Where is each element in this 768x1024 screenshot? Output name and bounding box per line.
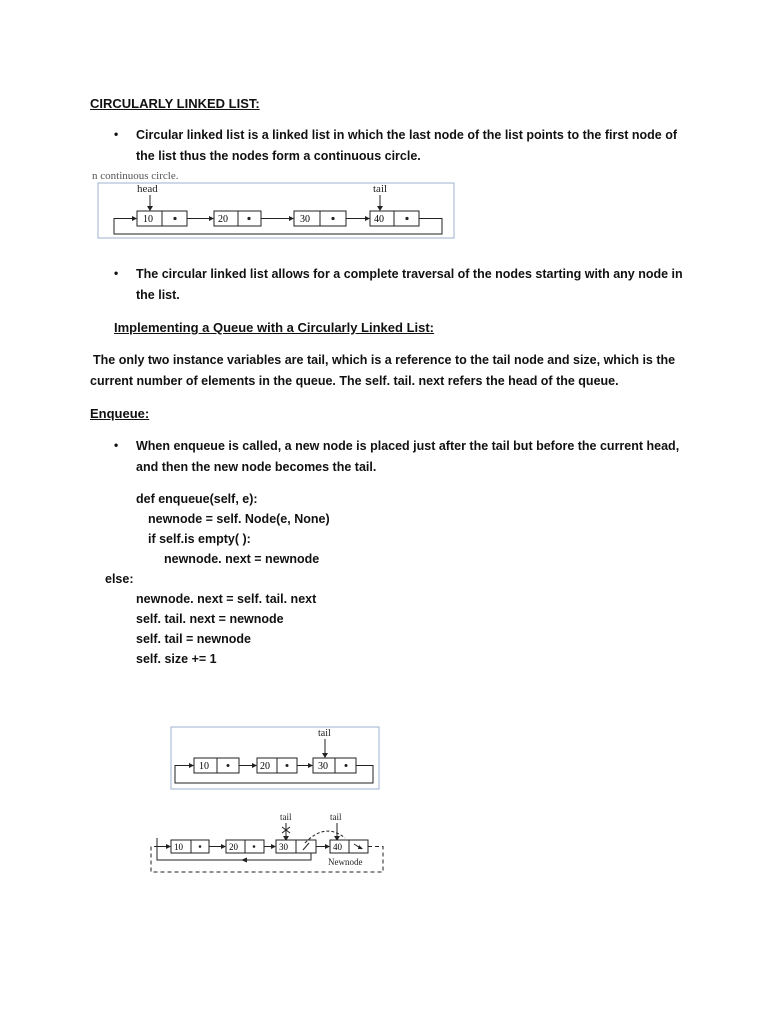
code-line-5: else: [105,572,134,586]
node-10 [137,211,187,226]
node-value: 10 [174,842,183,852]
node-value: 30 [300,214,310,225]
queue-before-enqueue-diagram [165,712,385,792]
queue-after-enqueue-diagram [145,808,390,880]
circular-list-diagram [90,170,470,245]
node-value: 40 [374,214,384,225]
node-30 [313,758,356,773]
code-line-6: newnode. next = self. tail. next [136,592,317,606]
enqueue-heading: Enqueue: [90,406,150,421]
node-value: 20 [218,214,228,225]
bullet-marker: • [114,127,119,141]
node-20 [214,211,261,226]
code-line-3: if self.is empty( ): [148,532,251,546]
new-tail-label: tail [330,812,342,822]
section-heading: Implementing a Queue with a Circularly Linked List: [114,320,435,335]
node-value: 20 [260,761,270,772]
code-line-4: newnode. next = newnode [164,552,320,566]
caption-fragment: n continuous circle. [92,170,179,182]
node-30 [276,840,316,853]
node-value: 30 [318,761,328,772]
node-10 [171,840,209,853]
node-30 [294,211,346,226]
node-value: 10 [143,214,153,225]
node-value: 20 [229,842,238,852]
node-20 [257,758,297,773]
bullet-text-3: When enqueue is called, a new node is placed just after the tail but before the current head, and then the new node becomes the tail. [136,439,680,474]
bullet-text-2: The circular linked list allows for a complete traversal of the nodes starting with any node in the list. [136,267,683,302]
code-line-8: self. tail = newnode [136,632,251,646]
bullet-marker: • [114,266,119,280]
node-value: 10 [199,761,209,772]
body-paragraph: The only two instance variables are tail, which is a reference to the tail node and size, which is the current number of elements in the queue. The self. tail. next refers the head of the queue. [90,353,676,388]
new-node-40 [330,840,368,853]
node-10 [194,758,239,773]
newnode-label: Newnode [328,857,363,867]
node-20 [226,840,264,853]
bullet-text-1: Circular linked list is a linked list in which the last node of the list points to the first node of the list thus the nodes form a continuous circle. [136,128,678,163]
code-line-1: def enqueue(self, e): [136,492,258,506]
node-40 [370,211,419,226]
code-line-9: self. size += 1 [136,652,217,666]
old-tail-label: tail [280,812,292,822]
node-value: 40 [333,842,342,852]
bullet-marker: • [114,438,119,452]
tail-label: tail [318,728,331,739]
head-label: head [137,183,158,195]
tail-label: tail [373,183,388,195]
code-line-7: self. tail. next = newnode [136,612,284,626]
page-title: CIRCULARLY LINKED LIST: [90,96,260,111]
node-value: 30 [279,842,288,852]
code-line-2: newnode = self. Node(e, None) [148,512,330,526]
